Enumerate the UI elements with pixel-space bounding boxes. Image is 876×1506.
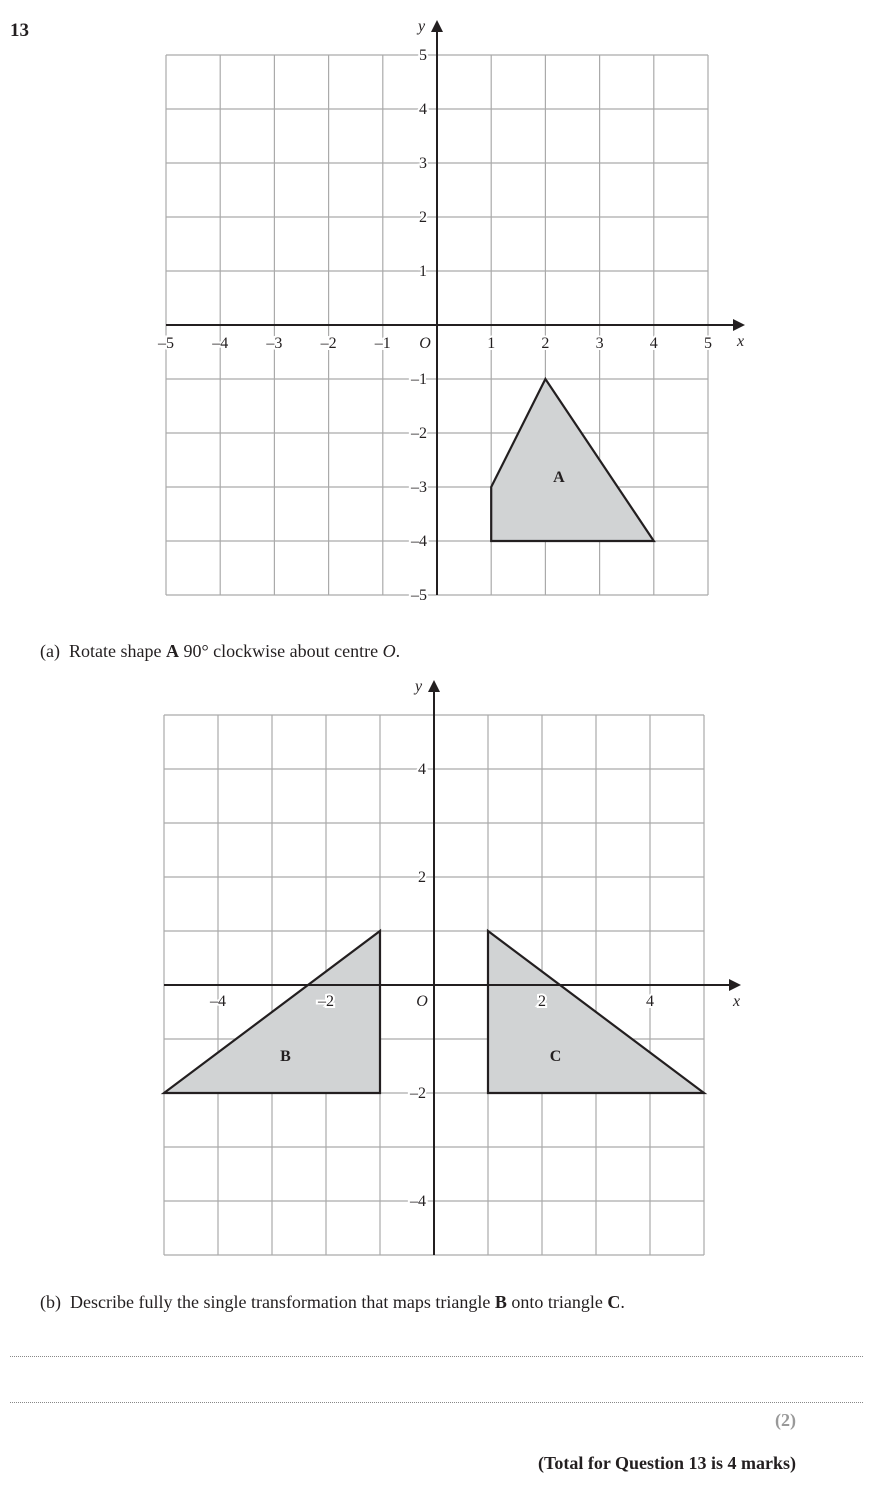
part-b-pre: Describe fully the single transformation that maps triangle xyxy=(70,1292,495,1312)
y-tick-label: 1 xyxy=(419,263,427,280)
y-tick-label: –4 xyxy=(411,533,427,550)
x-tick-label: 4 xyxy=(649,335,658,352)
part-a-end: . xyxy=(395,641,401,661)
y-tick-label: –3 xyxy=(411,479,427,496)
answer-line-2[interactable] xyxy=(10,1402,863,1403)
shape-label-b: B xyxy=(280,1048,291,1066)
part-b-text xyxy=(40,1292,625,1313)
y-tick-label: –1 xyxy=(411,371,427,388)
x-tick-label: 2 xyxy=(541,335,550,352)
y-tick-label: 4 xyxy=(419,101,427,118)
y-tick-label: –2 xyxy=(410,1085,426,1102)
part-b-shape1: B xyxy=(494,1292,507,1312)
x-axis-arrow xyxy=(729,979,741,991)
shape-label-a: A xyxy=(553,469,565,487)
part-b-label: (b) xyxy=(40,1292,61,1312)
x-tick-label: 2 xyxy=(538,993,546,1010)
y-tick-label: 2 xyxy=(419,209,427,226)
x-tick-label: –2 xyxy=(320,335,337,352)
part-a-label: (a) xyxy=(40,641,60,661)
x-tick-label: –4 xyxy=(212,335,229,352)
x-axis-label: x xyxy=(737,333,745,350)
x-tick-label: –3 xyxy=(266,335,283,352)
x-tick-label: 5 xyxy=(704,335,712,352)
total-marks: (Total for Question 13 is 4 marks) xyxy=(537,1453,796,1473)
shape-label-c: C xyxy=(549,1048,562,1066)
y-axis-label: y xyxy=(418,18,426,35)
y-axis-arrow xyxy=(428,680,440,692)
part-b-shape2: C xyxy=(607,1292,621,1312)
x-tick-label: –2 xyxy=(318,993,334,1010)
x-tick-label: –4 xyxy=(210,993,226,1010)
part-a-pre: Rotate shape xyxy=(68,641,166,661)
part-b-end: . xyxy=(620,1292,625,1312)
y-tick-label: –4 xyxy=(410,1193,426,1210)
x-tick-label: 3 xyxy=(595,335,604,352)
part-b-mid: onto triangle xyxy=(506,1292,608,1312)
y-tick-label: 5 xyxy=(419,47,427,64)
question-number: 13 xyxy=(10,20,29,41)
y-tick-label: –5 xyxy=(411,587,427,604)
x-tick-label: 1 xyxy=(487,335,496,352)
y-tick-label: 4 xyxy=(418,761,426,778)
part-a-post: 90° clockwise about centre xyxy=(178,641,383,661)
part-a-shape: A xyxy=(165,641,179,661)
y-tick-label: 2 xyxy=(418,869,426,886)
y-tick-label: –2 xyxy=(411,425,427,442)
y-tick-label: 3 xyxy=(419,155,427,172)
x-tick-label: 4 xyxy=(646,993,654,1010)
x-axis-label: x xyxy=(733,993,741,1010)
origin-label: O xyxy=(416,993,428,1010)
origin-label: O xyxy=(419,335,431,352)
y-axis-label: y xyxy=(415,678,423,695)
marks: (2) xyxy=(775,1410,796,1430)
part-a-centre: O xyxy=(382,641,396,661)
x-tick-label: –1 xyxy=(374,335,391,352)
x-tick-label: –5 xyxy=(158,335,174,352)
answer-line-1[interactable] xyxy=(10,1356,863,1357)
